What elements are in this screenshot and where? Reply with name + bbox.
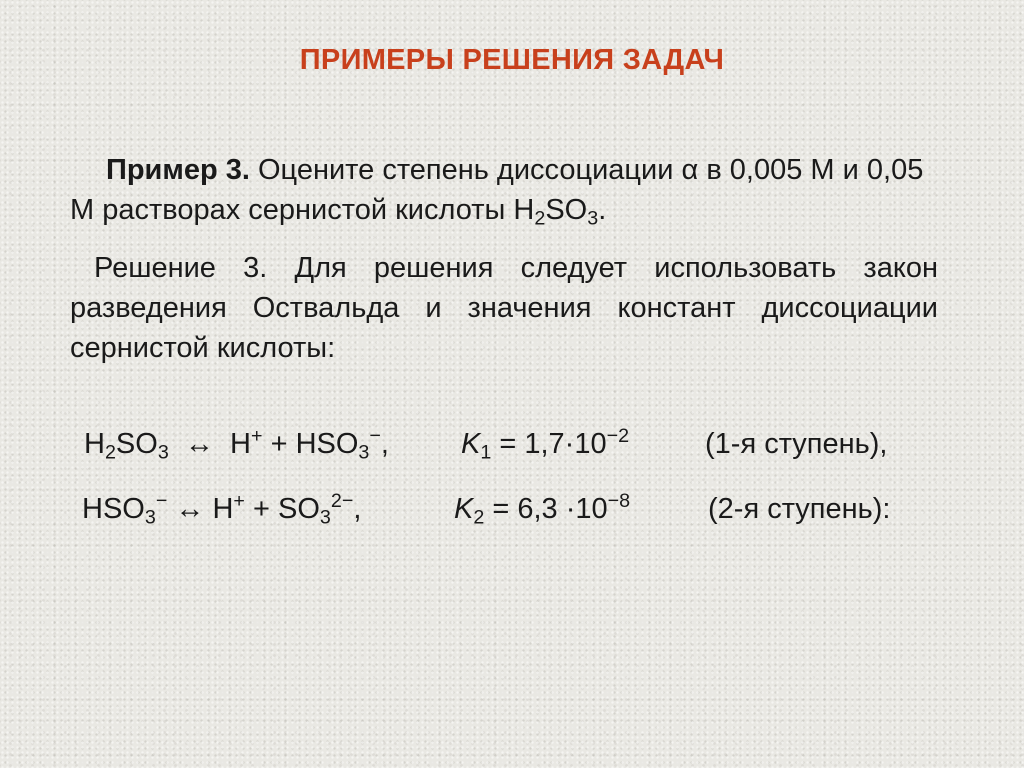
eq-term: H <box>230 428 251 460</box>
eq-sub: 2 <box>104 441 116 464</box>
solution-paragraph: Решение 3. Для решения следует использовать закон разведения Оствальда и значения констант диссоциации сернистой кислоты: <box>70 252 938 364</box>
arrow-icon: ↔ <box>175 493 205 525</box>
eq-plus: + <box>252 493 270 525</box>
eq-sub: 2 <box>473 506 485 529</box>
equation-1-reaction <box>84 424 389 464</box>
eq-sub: 3 <box>144 506 156 529</box>
eq-sup: + <box>233 490 245 513</box>
eq-sup: − <box>369 425 381 448</box>
example-text-end: . <box>598 194 607 226</box>
slide-title: ПРИМЕРЫ РЕШЕНИЯ ЗАДАЧ <box>299 44 725 76</box>
eq-plus: + <box>270 428 288 460</box>
eq-sup: + <box>251 425 263 448</box>
eq-sup: − <box>155 490 168 513</box>
example-text: Оцените степень диссоциации α в 0,005 М и 0,05 М растворах сернистой кислоты H <box>70 154 924 226</box>
example-sub: 3 <box>587 207 599 230</box>
eq-sub: 1 <box>480 441 492 464</box>
eq-term: SO <box>277 493 320 525</box>
eq-k: K <box>461 428 481 460</box>
eq-term: SO <box>115 428 158 460</box>
eq-term: H <box>212 493 234 525</box>
example-text-so: SO <box>545 194 588 226</box>
equation-1-step: (1-я ступень), <box>705 428 888 460</box>
eq-value: = 1,7·10 <box>499 428 607 460</box>
equation-2-step: (2-я ступень): <box>708 493 891 525</box>
example-sub: 2 <box>534 207 546 230</box>
eq-sup: −8 <box>607 490 631 513</box>
eq-term: H <box>84 428 105 460</box>
equation-2-constant <box>454 489 630 529</box>
eq-term: HSO <box>82 493 145 525</box>
eq-comma: , <box>353 493 362 525</box>
eq-sup: −2 <box>606 425 630 448</box>
eq-comma: , <box>380 428 389 460</box>
equation-1-constant <box>461 424 629 464</box>
equation-2-reaction <box>82 489 361 529</box>
eq-term: HSO <box>295 428 359 460</box>
eq-sub: 3 <box>358 441 370 464</box>
eq-k: K <box>454 493 474 525</box>
example-paragraph <box>70 150 938 230</box>
eq-value: = 6,3 ·10 <box>492 493 608 525</box>
eq-sup: 2− <box>330 490 354 513</box>
eq-sub: 3 <box>157 441 169 464</box>
eq-sub: 3 <box>319 506 331 529</box>
arrow-icon: ↔ <box>184 428 214 460</box>
example-label: Пример 3. <box>106 154 250 186</box>
